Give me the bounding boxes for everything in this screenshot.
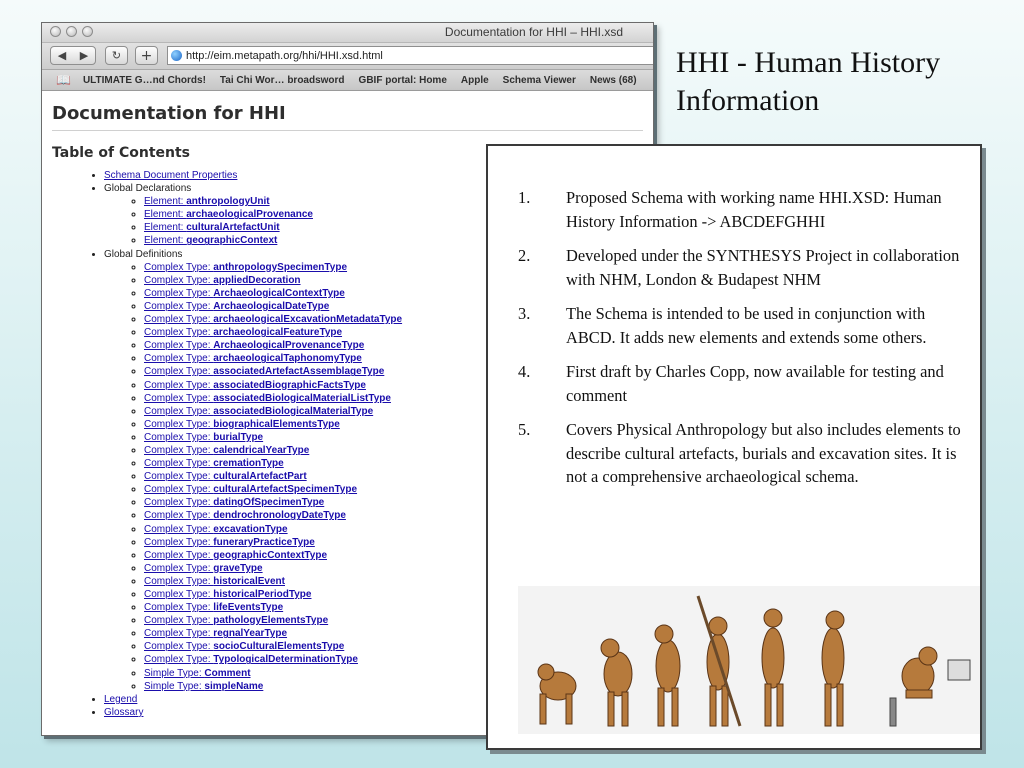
legend-link[interactable]: Legend [104,693,138,705]
global-definitions-label: Global Definitions [104,248,183,260]
toc-link[interactable] [144,589,311,600]
toc-link[interactable] [144,340,364,351]
point-text: Proposed Schema with working name HHI.XSD: Human History Information -> ABCDEFGHHI [566,188,942,231]
toc-link-prefix: Complex Type: [144,615,214,627]
toc-link-prefix: Complex Type: [144,261,214,273]
point-text: The Schema is intended to be used in conjunction with ABCD. It adds new elements and extends some others. [566,304,927,347]
toc-link[interactable] [144,406,373,417]
toc-link-name: archaeologicalProvenance [186,209,313,221]
toc-link-prefix: Complex Type: [144,287,214,299]
toc-link-name: excavationType [213,523,288,535]
toc-link-prefix: Complex Type: [144,405,214,417]
toc-link[interactable] [144,602,283,613]
toc-link[interactable] [144,641,344,652]
list-item [488,360,968,407]
point-number: 1. [518,188,531,207]
point-text: Developed under the SYNTHESYS Project in collaboration with NHM, London & Budapest NHM [566,246,960,289]
toc-link-prefix: Element: [144,222,187,234]
toc-link[interactable] [144,576,285,587]
toc-link-prefix: Complex Type: [144,366,214,378]
toc-link-prefix: Complex Type: [144,379,214,391]
toc-link[interactable] [144,314,402,325]
toc-link[interactable] [144,353,362,364]
toc-link-name: anthropologySpecimenType [213,261,348,273]
toc-link-name: historicalEvent [213,575,285,587]
reload-icon: ↻ [111,49,122,62]
toc-link-name: ArchaeologicalDateType [213,300,330,312]
toc-link-prefix: Complex Type: [144,444,214,456]
toc-link-name: culturalArtefactUnit [186,222,280,234]
forward-arrow-icon[interactable]: ▶ [79,49,89,62]
toc-link-prefix: Element: [144,196,187,208]
toc-link[interactable] [144,432,263,443]
toc-link[interactable] [144,275,301,286]
point-number: 4. [518,362,531,381]
toc-link-name: historicalPeriodType [213,589,312,600]
toc-link[interactable] [144,366,384,377]
toc-link-prefix: Complex Type: [144,654,214,666]
points-list [488,186,968,500]
bookmarks-bar [42,70,653,91]
point-text: Covers Physical Anthropology but also includes elements to describe cultural artefacts, burials and excavation sites. It is not a comprehensive archaeological schema. [566,420,961,486]
window-title: Documentation for HHI – HHI.xsd [444,25,623,39]
bookmark-item[interactable]: ULTIMATE G…nd Chords! [82,74,206,86]
toc-link[interactable] [144,471,307,482]
address-bar[interactable] [167,46,654,65]
toc-link-prefix: Element: [144,235,187,247]
toc-link-prefix: Complex Type: [144,562,214,574]
toc-link-name: associatedArtefactAssemblageType [213,366,385,378]
toc-link-name: calendricalYearType [213,444,310,456]
toc-link-prefix: Complex Type: [144,353,214,365]
open-book-icon[interactable]: 📖 [56,73,71,87]
point-number: 5. [518,420,531,439]
toc-link-name: Comment [204,667,251,679]
toc-link[interactable] [144,445,309,456]
bookmark-item[interactable]: Schema Viewer [502,74,576,86]
toc-link-prefix: Complex Type: [144,340,214,352]
toc-link-name: TypologicalDeterminationType [213,654,358,666]
zoom-window-icon[interactable] [82,26,93,37]
list-item [488,186,968,233]
toc-link[interactable] [144,537,315,548]
toc-link-prefix: Simple Type: [144,667,205,679]
toc-link-prefix: Complex Type: [144,536,214,548]
toc-link-prefix: Complex Type: [144,418,214,430]
toc-link-name: graveType [213,562,263,574]
toc-link-name: burialType [213,431,264,443]
toc-link-name: associatedBiologicalMaterialListType [213,392,391,404]
plus-icon: + [140,47,153,64]
toc-link-name: ArchaeologicalContextType [213,287,345,299]
toc-link-name: pathologyElementsType [213,615,329,627]
toc-link-prefix: Complex Type: [144,327,214,339]
back-arrow-icon[interactable]: ◀ [57,49,67,62]
toc-link[interactable] [144,563,263,574]
point-number: 2. [518,246,531,265]
toc-link-name: ArchaeologicalProvenanceType [213,340,365,352]
toc-link[interactable] [144,262,347,273]
toc-link-prefix: Complex Type: [144,300,214,312]
bookmark-item[interactable]: GBIF portal: Home [358,74,447,86]
toc-link[interactable] [144,288,345,299]
add-bookmark-button[interactable] [135,46,158,65]
slide-title: HHI - Human History Information [676,46,941,117]
browser-titlebar [42,23,653,43]
toc-link-name: associatedBiographicFactsType [213,379,366,391]
list-item [488,418,968,489]
close-window-icon[interactable] [50,26,61,37]
toc-link-prefix: Complex Type: [144,628,214,640]
toc-link-prefix: Complex Type: [144,641,214,653]
toc-link-name: appliedDecoration [213,274,301,286]
toc-link-prefix: Complex Type: [144,392,214,404]
toc-link-name: cremationType [213,458,284,470]
evolution-illustration [518,586,980,734]
toc-link-name: archaeologicalTaphonomyType [213,353,362,365]
toc-link[interactable] [144,209,313,220]
toc-link-name: archaeologicalFeatureType [213,327,343,339]
toc-link-prefix: Simple Type: [144,680,205,692]
toc-link-name: regnalYearType [213,628,288,640]
globe-icon [171,50,182,61]
browser-toolbar [42,43,653,70]
toc-link-prefix: Complex Type: [144,510,214,522]
bookmark-item[interactable]: News (68) [589,74,637,86]
toc-link[interactable] [144,668,251,679]
page-title: Documentation for HHI [52,101,643,131]
glossary-link[interactable]: Glossary [104,706,144,718]
toc-link-prefix: Complex Type: [144,575,214,587]
toc-link[interactable] [144,327,342,338]
schema-properties-link[interactable]: Schema Document Properties [104,170,238,181]
toc-link[interactable] [144,393,391,404]
toc-link-prefix: Complex Type: [144,431,214,443]
toc-link-name: anthropologyUnit [186,196,270,208]
toc-link-name: simpleName [204,680,264,692]
toc-link-prefix: Complex Type: [144,471,214,483]
bookmark-item[interactable]: Apple [460,74,489,86]
toc-link-name: socioCulturalElementsType [213,641,345,653]
toc-link-name: lifeEventsType [213,602,284,614]
toc-link-name: funeraryPracticeType [213,536,315,548]
toc-link-prefix: Element: [144,209,187,221]
toc-link[interactable] [144,524,288,535]
toc-link[interactable] [144,615,328,626]
toc-link[interactable] [144,419,340,430]
toc-link-name: biographicalElementsType [213,418,340,430]
bookmark-item[interactable]: Tai Chi Wor… broadsword [219,74,345,86]
reload-button[interactable] [105,46,128,65]
point-number: 3. [518,304,531,323]
toc-link-name: culturalArtefactSpecimenType [213,484,358,496]
toc-link-name: geographicContext [186,235,278,247]
toc-link[interactable] [144,380,366,391]
toc-link-prefix: Complex Type: [144,589,214,600]
toc-link[interactable] [144,484,357,495]
toc-link[interactable] [144,628,287,639]
point-text: First draft by Charles Copp, now available for testing and comment [566,362,944,405]
url-text[interactable]: http://eim.metapath.org/hhi/HHI.xsd.html [186,49,383,62]
toc-link[interactable] [144,196,270,207]
toc-link-prefix: Complex Type: [144,484,214,496]
toc-heading: Table of Contents [52,145,191,161]
minimize-window-icon[interactable] [66,26,77,37]
toc-link-prefix: Complex Type: [144,458,214,470]
toc-link-prefix: Complex Type: [144,497,214,509]
toc-link[interactable] [144,301,329,312]
toc-link-name: dendrochronologyDateType [213,510,346,522]
toc-link-prefix: Complex Type: [144,274,214,286]
toc-link-name: culturalArtefactPart [213,471,307,483]
toc-link-prefix: Complex Type: [144,549,214,561]
toc-link[interactable] [144,681,263,692]
list-item [488,244,968,291]
toc-link-prefix: Complex Type: [144,314,214,326]
window-controls[interactable] [50,26,93,37]
global-declarations-label: Global Declarations [104,183,192,195]
toc-link-name: archaeologicalExcavationMetadataType [213,314,403,326]
toc-link[interactable] [144,497,324,508]
toc-link[interactable] [144,235,277,246]
toc-link-prefix: Complex Type: [144,602,214,614]
toc-link[interactable] [144,510,346,521]
toc-link[interactable] [144,222,280,233]
toc-link[interactable] [144,550,327,561]
toc-link[interactable] [144,654,358,665]
list-item [488,302,968,349]
toc-link-name: geographicContextType [213,549,328,561]
toc-link-name: associatedBiologicalMaterialType [213,405,374,417]
toc-link[interactable] [144,458,284,469]
toc-link-prefix: Complex Type: [144,523,214,535]
toc-link-name: datingOfSpecimenType [213,497,325,509]
back-forward-buttons[interactable] [50,46,96,65]
